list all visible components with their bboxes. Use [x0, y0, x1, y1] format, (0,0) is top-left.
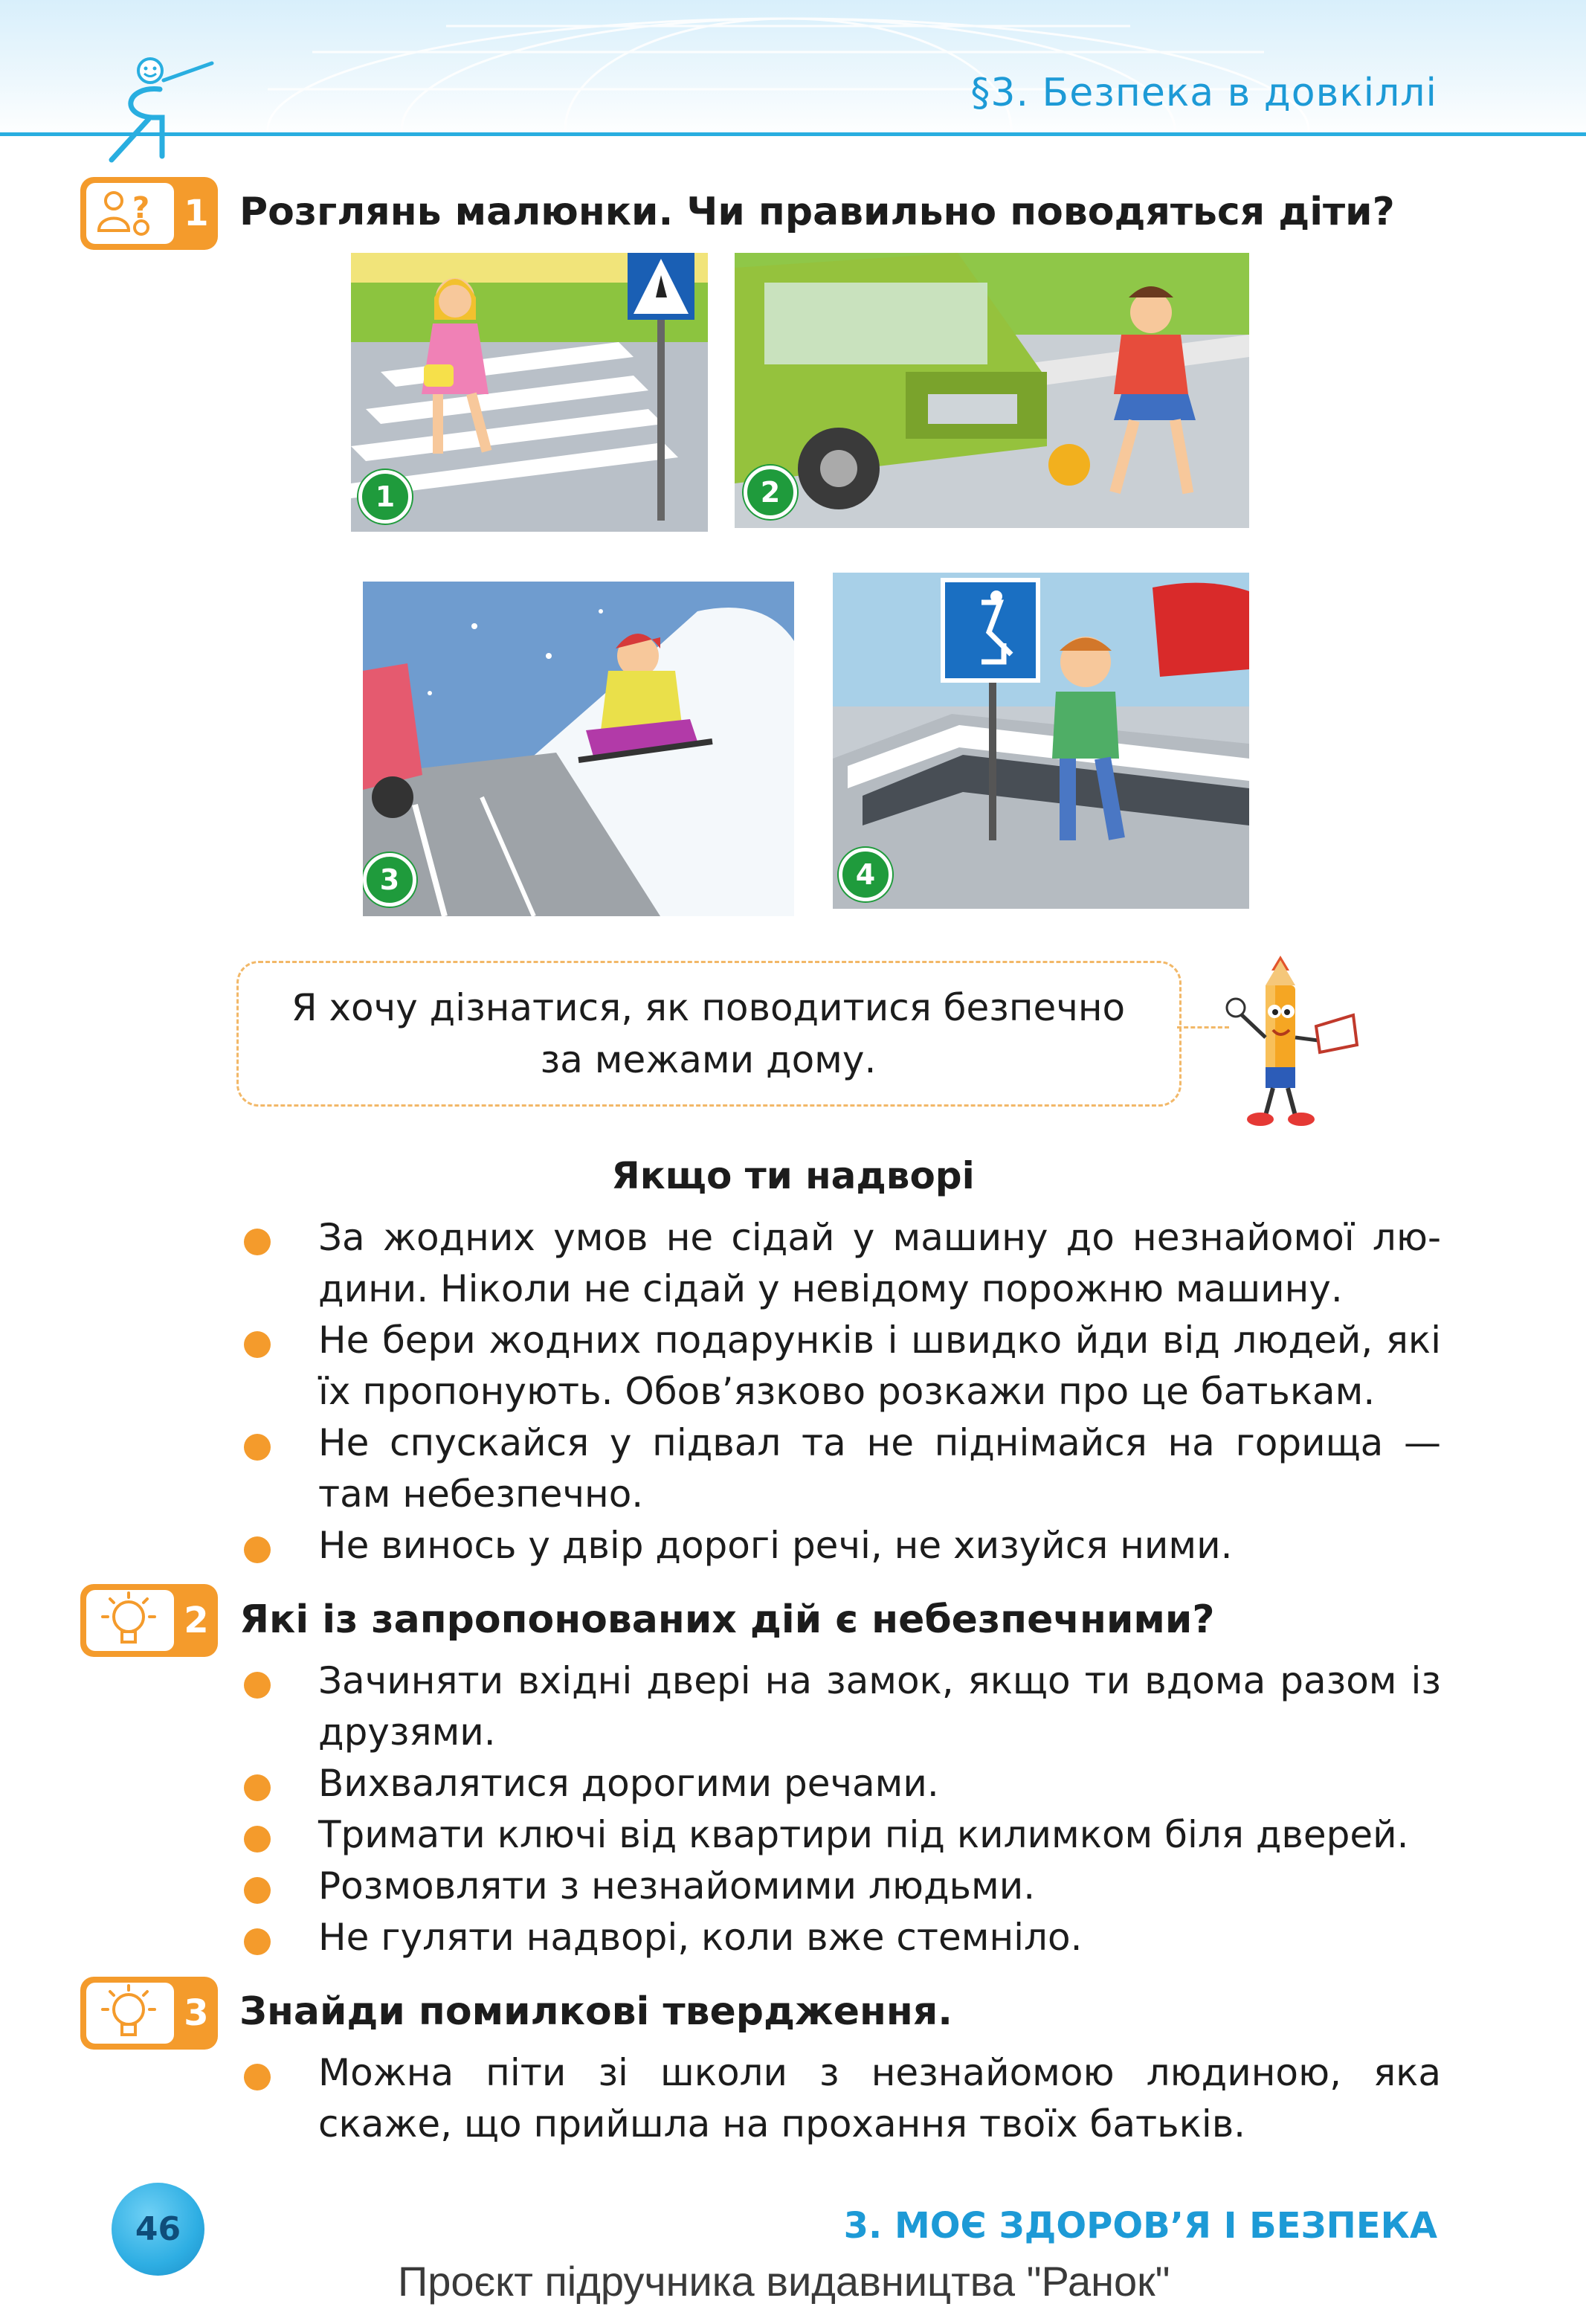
page-number: 46: [112, 2183, 204, 2276]
task-2-item-2: Вихвалятися дорогими речами.: [318, 1762, 939, 1805]
bullet-icon: [244, 1536, 271, 1563]
pencil-mascot-icon: [1219, 956, 1368, 1134]
bullet-icon: [244, 1774, 271, 1801]
task-2-badge: [80, 1584, 218, 1657]
lightbulb-icon: [95, 1591, 162, 1651]
task-3-number: 3: [184, 1992, 209, 2034]
bullet-icon: [244, 1826, 271, 1853]
publisher-note: Проєкт підручника видавництва "Ранок": [398, 2258, 1170, 2305]
bullet-icon: [244, 1928, 271, 1955]
lightbulb-icon: [95, 1984, 162, 2044]
task-3-title: Знайди помилкові твердження.: [239, 1989, 953, 2034]
bullet-icon: [244, 1672, 271, 1699]
outdoor-rule-4: Не винось у двір дорогі речі, не хизуйся ними.: [318, 1524, 1233, 1567]
task-3-item-1: Можна піти зі школи з незнайомою людиною, яка скаже, що прийшла на прохання твоїх батьків.: [318, 2051, 1441, 2146]
outdoor-rule-1: За жодних умов не сідай у машину до незнайомої лю-дини. Ніколи не сідай у невідому порожню машину.: [318, 1216, 1441, 1310]
bullet-icon: [244, 1229, 271, 1255]
picture-4-number: 4: [839, 848, 892, 901]
speech-line-1: Я хочу дізнатися, як поводитися безпечно: [291, 986, 1126, 1029]
bullet-icon: [244, 1877, 271, 1904]
task-1-badge: [80, 177, 218, 250]
bullet-icon: [244, 1331, 271, 1358]
illustration-3: [363, 582, 794, 916]
outdoor-rule-2: Не бери жодних подарунків і швидко йди від людей, які їх пропонують. Обов’язково розкажи про це батькам.: [318, 1319, 1441, 1413]
section-heading: Якщо ти надворі: [611, 1154, 975, 1197]
speech-line-2: за межами дому.: [540, 1038, 877, 1081]
bullet-icon: [244, 2064, 271, 2090]
speech-text: [245, 982, 1171, 1086]
task-3-badge: [80, 1977, 218, 2050]
ya-logo-icon: [97, 52, 223, 164]
svg-text:?: ?: [132, 191, 150, 225]
task-1-title: Розглянь малюнки. Чи правильно поводяться діти?: [239, 190, 1395, 234]
outdoor-rule-3: Не спускайся у підвал та не піднімайся на горища — там небезпечно.: [318, 1421, 1441, 1516]
pair-work-icon: [95, 184, 162, 244]
task-2-item-1: Зачиняти вхідні двері на замок, якщо ти вдома разом із друзями.: [318, 1659, 1441, 1754]
section-title: §3. Безпека в довкіллі: [970, 71, 1437, 115]
picture-3-number: 3: [363, 853, 416, 907]
task-2-title: Які із запропонованих дій є небезпечними?: [239, 1597, 1215, 1642]
task-2-item-3: Тримати ключі від квартири під килимком біля дверей.: [318, 1813, 1409, 1856]
bullet-icon: [244, 1434, 271, 1461]
header-band: [0, 0, 1586, 138]
header-divider: [0, 132, 1586, 136]
task-2-item-4: Розмовляти з незнайомими людьми.: [318, 1864, 1036, 1908]
illustration-1: [351, 253, 708, 532]
picture-1-number: 1: [358, 470, 412, 524]
task-2-number: 2: [184, 1600, 209, 1641]
picture-2-number: 2: [744, 466, 797, 519]
task-1-number: 1: [184, 193, 209, 234]
illustration-2: [735, 253, 1249, 528]
chapter-title: 3. МОЄ ЗДОРОВ’Я І БЕЗПЕКА: [843, 2205, 1437, 2247]
illustration-4: [833, 573, 1249, 909]
task-2-item-5: Не гуляти надворі, коли вже стемніло.: [318, 1916, 1083, 1959]
